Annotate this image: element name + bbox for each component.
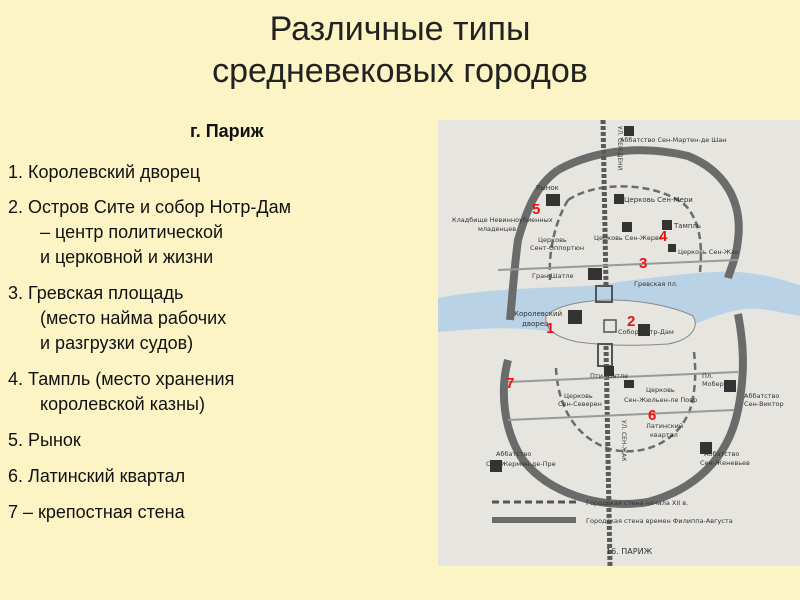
label-abbey-victor-2: Сен-Виктор bbox=[744, 400, 784, 408]
label-church-opportune-1: Церковь bbox=[538, 236, 567, 244]
list-item-2-line-1: 2. Остров Сите и собор Нотр-Дам bbox=[8, 197, 291, 217]
map-caption: 16. ПАРИЖ bbox=[606, 547, 653, 556]
label-church-mary: Церковь Сен-Мери bbox=[624, 196, 693, 204]
marker-2: 2 bbox=[627, 313, 636, 330]
abbey-martin-building bbox=[624, 126, 634, 136]
label-rue-st-jacques: УЛ. СЕН-ЖАК bbox=[620, 420, 627, 462]
list-item-6: 6. Латинский квартал bbox=[8, 466, 186, 486]
label-rue-st-denis: УЛ. СЕН-ДЕНИ bbox=[616, 126, 623, 171]
title-line-1: Различные типы bbox=[269, 10, 531, 48]
marker-1: 1 bbox=[546, 320, 555, 337]
list-item-1: 1. Королевский дворец bbox=[8, 162, 201, 182]
legend-list bbox=[8, 160, 438, 525]
label-temple: Тампль bbox=[674, 222, 702, 230]
title-line-2: средневековых городов bbox=[212, 52, 588, 90]
street-st-denis bbox=[603, 120, 606, 286]
label-church-julien-1: Церковь bbox=[646, 386, 675, 394]
label-abbey-genevieve-1: Аббатство bbox=[704, 450, 740, 458]
list-item-2-line-2: – центр политической bbox=[40, 222, 224, 242]
list-item-5: 5. Рынок bbox=[8, 430, 81, 450]
label-notre-dame: Собор Нотр-Дам bbox=[618, 328, 674, 336]
list-item-3-line-1: 3. Гревская площадь bbox=[8, 283, 184, 303]
label-rynok: Рынок bbox=[536, 184, 559, 192]
label-abbey-victor-1: Аббатство bbox=[744, 392, 780, 400]
marker-4: 4 bbox=[659, 228, 668, 245]
paris-map bbox=[438, 120, 800, 566]
marker-7: 7 bbox=[506, 375, 515, 392]
label-petit-chatelet: Пти-Шатле bbox=[590, 372, 629, 380]
label-abbey-martin: Аббатство Сен-Мартен-де Шан bbox=[620, 136, 727, 144]
list-item-7: 7 – крепостная стена bbox=[8, 502, 185, 522]
list-item-3-line-3: и разгрузки судов) bbox=[40, 333, 194, 353]
city-subtitle: г. Париж bbox=[190, 121, 264, 141]
label-church-opportune-2: Сент-Оппортюн bbox=[530, 244, 585, 252]
label-church-jacques: Церковь Сен-Жак bbox=[678, 248, 739, 256]
list-item-3-line-2: (место найма рабочих bbox=[40, 308, 227, 328]
legend-wall-12th: Городская стена начала XII в. bbox=[586, 499, 689, 507]
label-latin-1: Латинский bbox=[646, 422, 684, 430]
label-latin-2: квартал bbox=[650, 431, 678, 439]
label-church-severin-2: Сен-Северен bbox=[558, 400, 602, 408]
paris-map-svg bbox=[438, 120, 800, 566]
label-place-maubert-1: Пл. bbox=[702, 372, 714, 380]
label-palace-1: Королевский bbox=[514, 310, 563, 318]
label-church-julien-2: Сен-Жюльен-ле Повр bbox=[624, 396, 698, 404]
list-item-4-line-1: 4. Тампль (место хранения bbox=[8, 369, 235, 389]
label-abbey-germain-1: Аббатство bbox=[496, 450, 532, 458]
marker-5: 5 bbox=[532, 201, 541, 218]
label-abbey-genevieve-2: Сен-Женевьев bbox=[700, 459, 750, 467]
slide-title bbox=[0, 8, 800, 92]
label-palace-2: дворец bbox=[522, 320, 549, 328]
label-grand-chatelet: Гран-Шатле bbox=[532, 272, 574, 280]
label-church-gervais: Церковь Сен-Жерве bbox=[594, 234, 663, 242]
rynok-building bbox=[546, 194, 560, 206]
label-cemetery-1: Кладбище Невинноубиенных bbox=[452, 216, 553, 224]
label-place-maubert-2: Мобер bbox=[702, 380, 724, 388]
legend-wall-philippe: Городская стена времен Филиппа-Августа bbox=[586, 517, 733, 525]
label-abbey-germain-2: Сен-Жермен-де-Пре bbox=[486, 460, 556, 468]
list-item-4-line-2: королевской казны) bbox=[40, 394, 205, 414]
list-item-2-line-3: и церковной и жизни bbox=[40, 247, 214, 267]
marker-6: 6 bbox=[648, 407, 657, 424]
label-cemetery-2: младенцев bbox=[478, 225, 517, 233]
marker-3: 3 bbox=[639, 255, 648, 272]
label-place-greve: Гревская пл. bbox=[634, 280, 678, 288]
label-church-severin-1: Церковь bbox=[564, 392, 593, 400]
